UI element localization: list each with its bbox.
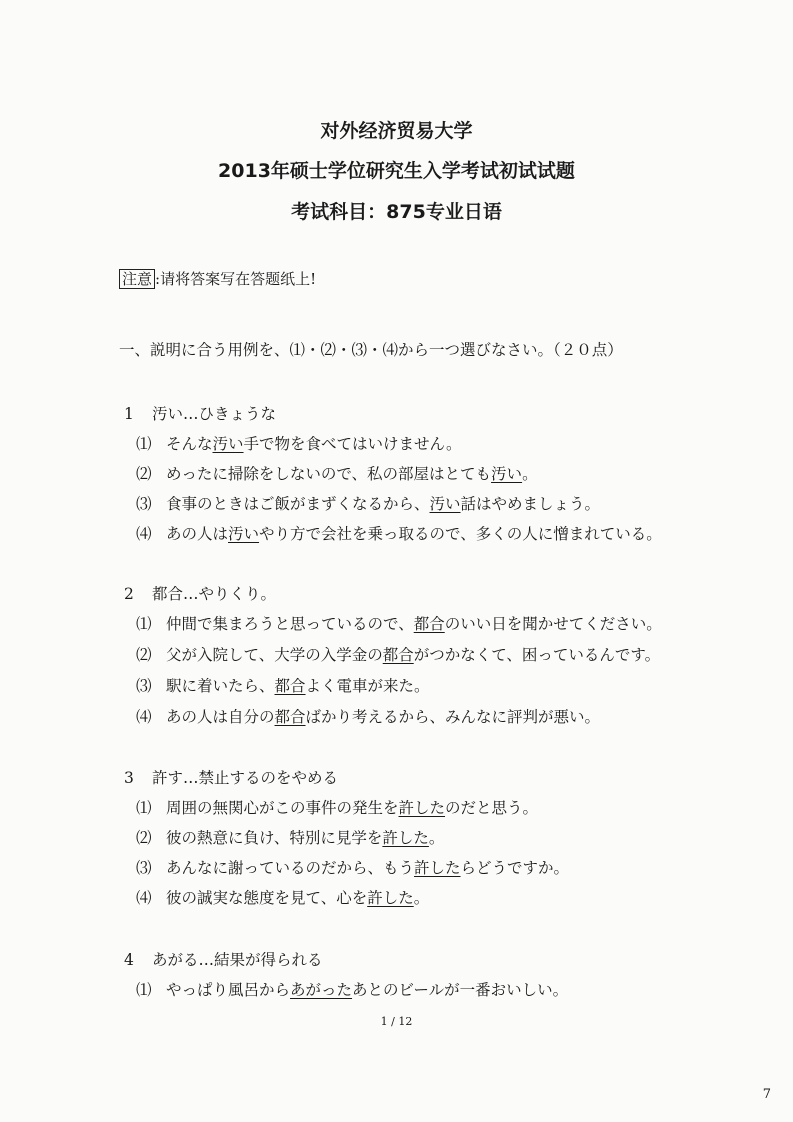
option-item — [136, 796, 538, 818]
option-item — [136, 856, 569, 878]
option-text: めったに掃除をしないので、私の部屋はとても — [166, 465, 492, 483]
option-number: ⑷ — [136, 525, 152, 543]
underlined-term: 都合 — [274, 677, 306, 695]
option-item — [136, 492, 600, 514]
option-text: あの人は自分の — [166, 708, 275, 726]
option-number: ⑶ — [136, 859, 152, 877]
option-text: がつかなくて、困っているんです。 — [413, 646, 661, 664]
option-text: 彼の誠実な態度を見て、心を — [166, 889, 368, 907]
option-text: やり方で会社を乗っ取るので、多くの人に憎まれている。 — [259, 525, 662, 543]
option-text: そんな — [166, 435, 213, 453]
option-text: 手で物を食べてはいけません。 — [243, 435, 462, 453]
underlined-term: 許した — [382, 829, 429, 847]
question-title — [124, 402, 276, 424]
option-text: 仲間で集まろうと思っているので、 — [166, 615, 414, 633]
corner-page-number: 7 — [762, 1087, 771, 1102]
option-item — [136, 826, 444, 848]
page-number: 1 / 12 — [380, 1015, 413, 1028]
option-number: ⑵ — [136, 646, 152, 664]
option-text: 話はやめましょう。 — [460, 495, 601, 513]
university-name: 对外经济贸易大学 — [320, 120, 473, 142]
underlined-term: 都合 — [413, 615, 445, 633]
option-item — [136, 462, 538, 484]
question-number: 2 — [124, 585, 134, 603]
underlined-term: 許した — [414, 859, 461, 877]
option-text: あとのビールが一番おいしい。 — [352, 981, 569, 999]
option-number: ⑴ — [136, 615, 152, 633]
question-text: 許す…禁止するのをやめる — [152, 769, 339, 787]
question-title — [124, 582, 276, 604]
option-number: ⑴ — [136, 981, 152, 999]
question-text: 汚い…ひきょうな — [152, 405, 277, 423]
question-number: 3 — [124, 769, 134, 787]
option-number: ⑶ — [136, 677, 152, 695]
option-item — [136, 705, 600, 727]
notice-label: 注意 — [119, 269, 155, 289]
section-instruction: 一、説明に合う用例を、⑴・⑵・⑶・⑷から一つ選びなさい。（２０点） — [119, 341, 623, 359]
exam-title: 2013年硕士学位研究生入学考试初试试题 — [218, 160, 575, 182]
question-number: 4 — [124, 951, 134, 969]
option-number: ⑴ — [136, 799, 152, 817]
option-text: あの人は — [166, 525, 229, 543]
option-number: ⑷ — [136, 889, 152, 907]
option-text: やっぱり風呂から — [166, 981, 291, 999]
option-number: ⑷ — [136, 708, 152, 726]
question-number: 1 — [124, 405, 134, 423]
option-text: のだと思う。 — [445, 799, 539, 817]
notice — [119, 268, 316, 289]
option-text: のいい日を聞かせてください。 — [444, 615, 662, 633]
option-text: よく電車が来た。 — [305, 677, 430, 695]
option-text: らどうですか。 — [460, 859, 570, 877]
option-text: 。 — [522, 465, 538, 483]
option-text: 彼の熱意に負け、特別に見学を — [166, 829, 383, 847]
underlined-term: 汚い — [491, 465, 523, 483]
option-text: 。 — [413, 889, 430, 907]
option-text: 父が入院して、大学の入学金の — [166, 646, 383, 664]
option-text: 。 — [428, 829, 445, 847]
option-item — [136, 886, 429, 908]
option-item — [136, 522, 662, 544]
question-title — [124, 766, 338, 788]
underlined-term: 許した — [398, 799, 446, 817]
underlined-term: 汚い — [228, 525, 260, 543]
notice-text: :请将答案写在答题纸上! — [155, 270, 317, 288]
option-number: ⑵ — [136, 829, 152, 847]
option-text: 駅に着いたら、 — [166, 677, 275, 695]
underlined-term: 都合 — [274, 708, 306, 726]
option-item — [136, 978, 568, 1000]
question-title — [124, 948, 323, 970]
question-text: 都合…やりくり。 — [152, 585, 277, 603]
question-text: あがる…結果が得られる — [152, 951, 323, 969]
option-item — [136, 643, 660, 665]
underlined-term: 都合 — [382, 646, 414, 664]
option-text: 食事のときはご飯がまずくなるから、 — [166, 495, 430, 513]
option-item — [136, 612, 662, 634]
underlined-term: 許した — [367, 889, 414, 907]
option-number: ⑶ — [136, 495, 152, 513]
option-item — [136, 674, 430, 696]
exam-subject: 考试科目：875专业日语 — [291, 201, 502, 223]
option-text: 周囲の無関心がこの事件の発生を — [166, 799, 399, 817]
underlined-term: 汚い — [429, 495, 461, 513]
option-text: あんなに謝っているのだから、もう — [166, 859, 415, 877]
option-item — [136, 432, 461, 454]
underlined-term: 汚い — [212, 435, 244, 453]
option-text: ばかり考えるから、みんなに評判が悪い。 — [305, 708, 601, 726]
option-number: ⑵ — [136, 465, 152, 483]
underlined-term: あがった — [290, 981, 353, 999]
option-number: ⑴ — [136, 435, 152, 453]
